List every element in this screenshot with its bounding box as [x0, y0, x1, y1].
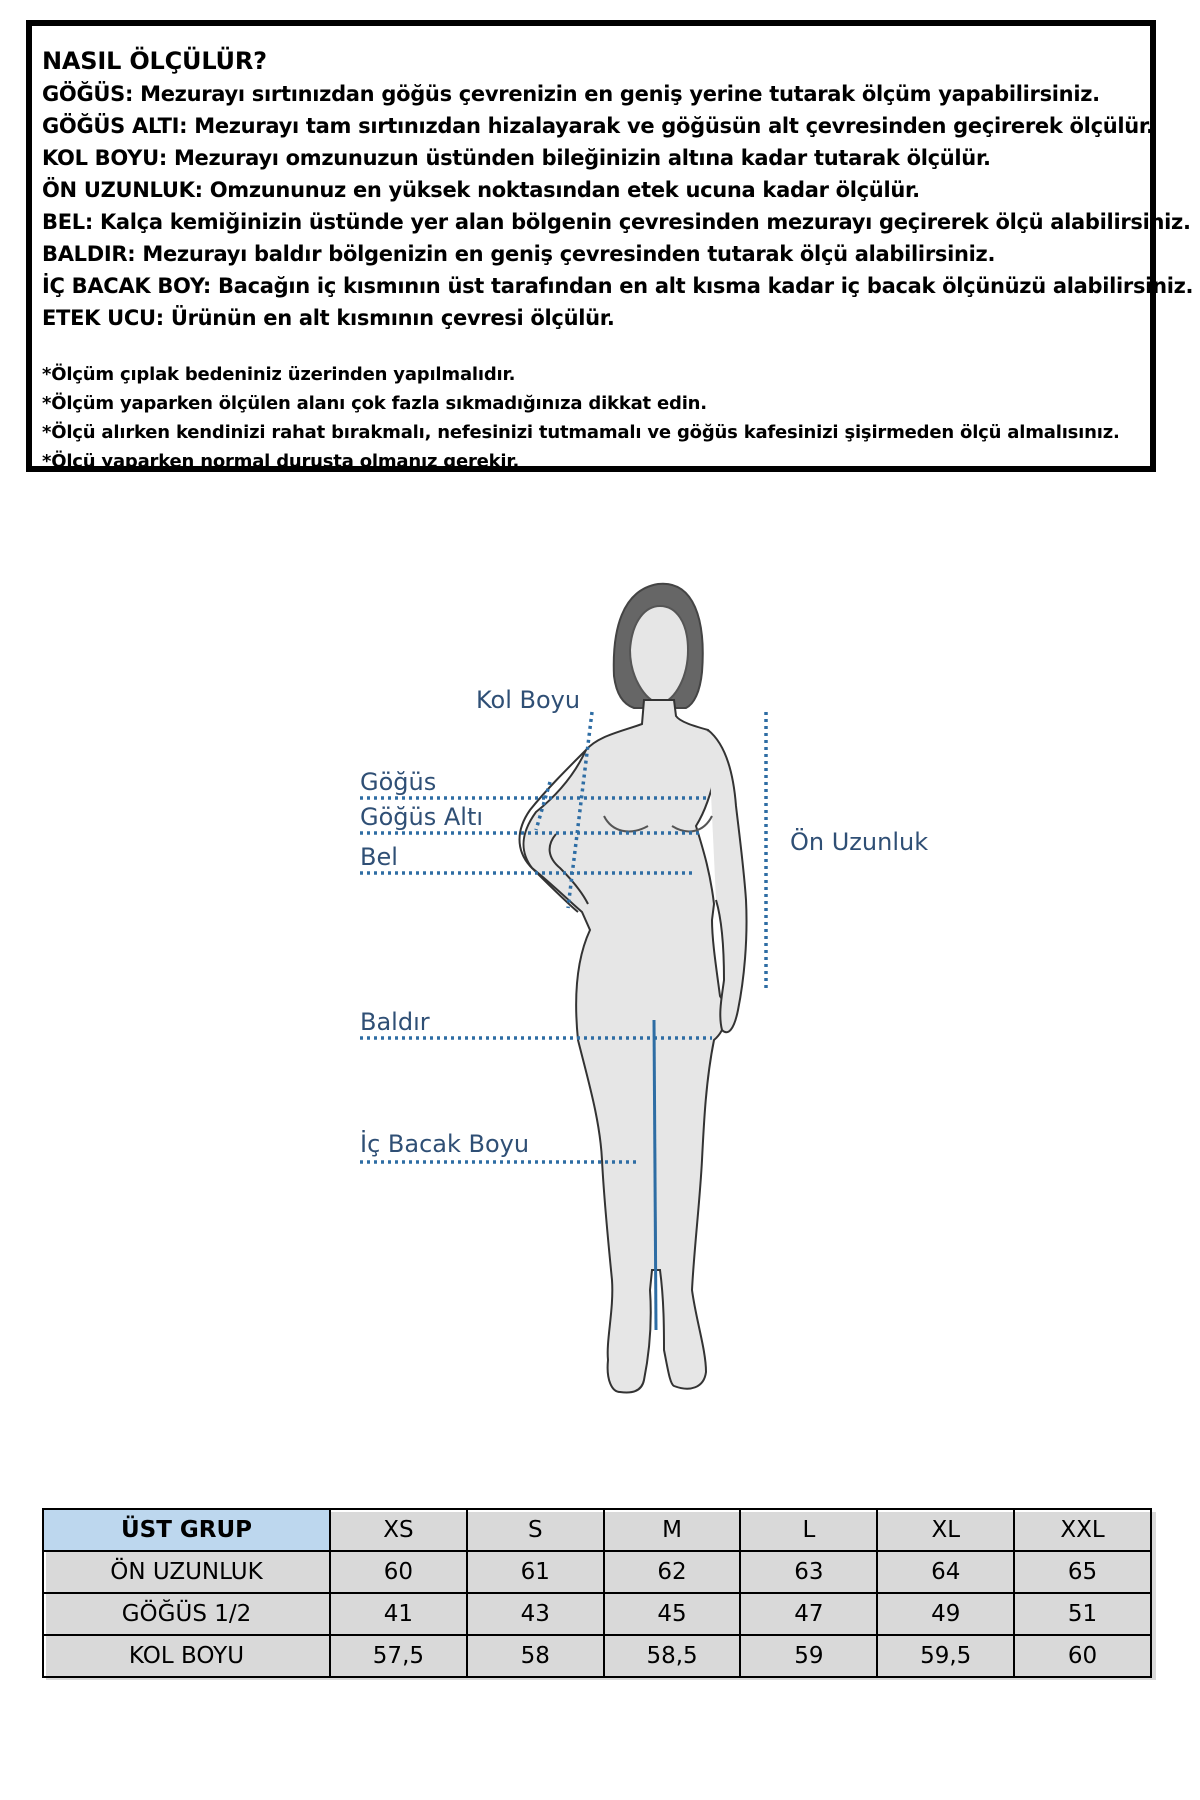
note-4: *Ölçü yaparken normal duruşta olmanız gerekir. — [42, 451, 520, 472]
instruction-gogus: GÖĞÜS: Mezurayı sırtınızdan göğüs çevrenizin en geniş yerine tutarak ölçüm yapabilirsiniz. — [42, 82, 1100, 106]
table-cell: 64 — [877, 1551, 1014, 1593]
instruction-baldir: BALDIR: Mezurayı baldır bölgenizin en geniş çevresinden tutarak ölçü alabilirsiniz. — [42, 242, 996, 266]
table-cell: 43 — [467, 1593, 604, 1635]
label-gogus: Göğüs — [360, 768, 437, 796]
table-cell: 41 — [330, 1593, 467, 1635]
table-row — [43, 1593, 1151, 1635]
label-ic-bacak-boyu: İç Bacak Boyu — [360, 1130, 530, 1158]
table-cell: 60 — [330, 1551, 467, 1593]
note-1: *Ölçüm çıplak bedeniniz üzerinden yapılmalıdır. — [42, 364, 516, 385]
table-cell: 63 — [740, 1551, 877, 1593]
row-label: GÖĞÜS 1/2 — [43, 1593, 330, 1635]
table-row — [43, 1551, 1151, 1593]
table-cell: 49 — [877, 1593, 1014, 1635]
note-3: *Ölçü alırken kendinizi rahat bırakmalı, nefesinizi tutmamalı ve göğüs kafesinizi şişirmeden ölçü almalısınız. — [42, 422, 1120, 443]
label-on-uzunluk: Ön Uzunluk — [790, 828, 929, 856]
header-cell-xl: XL — [877, 1509, 1014, 1551]
label-baldir: Baldır — [360, 1008, 430, 1036]
instructions-title: NASIL ÖLÇÜLÜR? — [42, 47, 267, 75]
header-cell-group: ÜST GRUP — [43, 1509, 330, 1551]
table-cell: 47 — [740, 1593, 877, 1635]
instruction-ic-bacak-boy: İÇ BACAK BOY: Bacağın iç kısmının üst tarafından en alt kısma kadar iç bacak ölçünüzü alabilirsiniz. — [42, 274, 1194, 298]
table-row — [43, 1635, 1151, 1677]
table-cell: 58,5 — [604, 1635, 741, 1677]
label-gogus-alti: Göğüs Altı — [360, 803, 484, 831]
table-cell: 65 — [1014, 1551, 1151, 1593]
header-cell-s: S — [467, 1509, 604, 1551]
table-cell: 51 — [1014, 1593, 1151, 1635]
notes — [42, 360, 1140, 476]
table-cell: 59,5 — [877, 1635, 1014, 1677]
table-cell: 59 — [740, 1635, 877, 1677]
size-table — [42, 1508, 1152, 1678]
instruction-bel: BEL: Kalça kemiğinizin üstünde yer alan bölgenin çevresinden mezurayı geçirerek ölçü alabilirsiniz. — [42, 210, 1191, 234]
instruction-gogus-alti: GÖĞÜS ALTI: Mezurayı tam sırtınızdan hizalayarak ve göğüsün alt çevresinden geçirerek ölçülür. — [42, 114, 1154, 138]
header-cell-xs: XS — [330, 1509, 467, 1551]
table-cell: 57,5 — [330, 1635, 467, 1677]
header-cell-xxl: XXL — [1014, 1509, 1151, 1551]
label-kol-boyu: Kol Boyu — [476, 686, 581, 714]
row-label: KOL BOYU — [43, 1635, 330, 1677]
table-cell: 61 — [467, 1551, 604, 1593]
label-bel: Bel — [360, 843, 398, 871]
table-header-row — [43, 1509, 1151, 1551]
note-2: *Ölçüm yaparken ölçülen alanı çok fazla sıkmadığınıza dikkat edin. — [42, 393, 707, 414]
instructions-box — [26, 20, 1194, 472]
ic-bacak-vertical-line — [654, 1020, 656, 1330]
table-cell: 62 — [604, 1551, 741, 1593]
instruction-kol-boyu: KOL BOYU: Mezurayı omzunuzun üstünden bileğinizin altına kadar tutarak ölçülür. — [42, 146, 991, 170]
instruction-on-uzunluk: ÖN UZUNLUK: Omzununuz en yüksek noktasından etek ucuna kadar ölçülür. — [42, 178, 920, 202]
table-cell: 58 — [467, 1635, 604, 1677]
body-silhouette — [523, 700, 725, 1393]
instruction-etek-ucu: ETEK UCU: Ürünün en alt kısmının çevresi ölçülür. — [42, 306, 615, 330]
header-cell-l: L — [740, 1509, 877, 1551]
table-cell: 60 — [1014, 1635, 1151, 1677]
table-cell: 45 — [604, 1593, 741, 1635]
row-label: ÖN UZUNLUK — [43, 1551, 330, 1593]
header-cell-m: M — [604, 1509, 741, 1551]
